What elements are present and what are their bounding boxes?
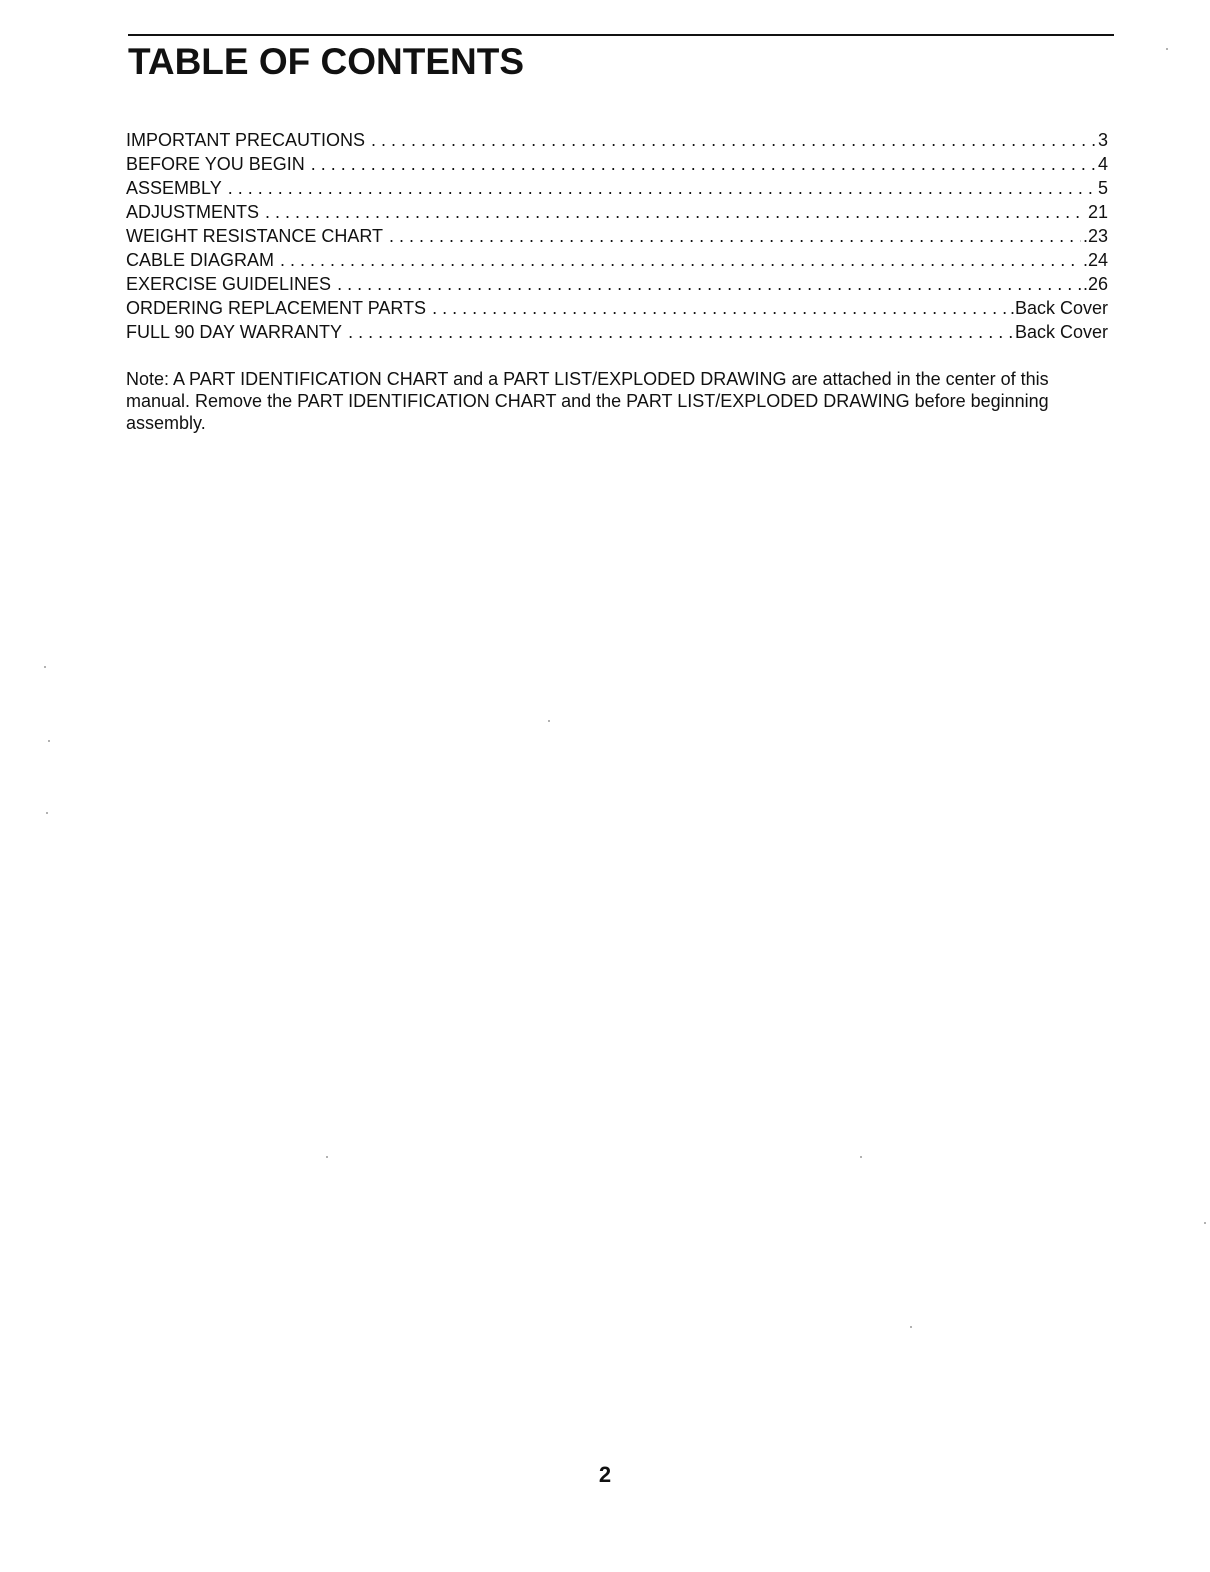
- toc-entry-label: ADJUSTMENTS: [126, 202, 260, 222]
- toc-entry-label: BEFORE YOU BEGIN: [126, 154, 305, 174]
- toc-entry-before-you-begin: [126, 152, 1108, 176]
- toc-entry-label: ASSEMBLY: [126, 178, 222, 198]
- toc-dot-leader: [337, 272, 1081, 296]
- toc-entry-adjustments: [126, 200, 1108, 224]
- toc-entry-exercise-guidelines: [126, 272, 1108, 296]
- scan-speck: [1166, 48, 1168, 50]
- page-number: 2: [598, 1462, 612, 1487]
- toc-dot-leader: [280, 248, 1081, 272]
- toc-entry-page: 4: [1097, 154, 1108, 174]
- toc-dot-leader: [432, 296, 1008, 320]
- scan-speck: [860, 1156, 862, 1158]
- toc-entry-label: IMPORTANT PRECAUTIONS: [126, 130, 366, 150]
- toc-dot-leader: [371, 128, 1096, 152]
- scan-speck: [1204, 1222, 1206, 1224]
- toc-entry-page: Back Cover: [1014, 322, 1108, 342]
- toc-entry-page: .24: [1082, 250, 1108, 270]
- toc-dot-leader: [311, 152, 1096, 176]
- scan-speck: [326, 1156, 328, 1158]
- scan-speck: [910, 1326, 912, 1328]
- page-title: TABLE OF CONTENTS: [128, 41, 525, 82]
- toc-dot-leader: [228, 176, 1096, 200]
- toc-entry-label: WEIGHT RESISTANCE CHART: [126, 226, 384, 246]
- toc-entry-label: CABLE DIAGRAM: [126, 250, 275, 270]
- scan-speck: [44, 666, 46, 668]
- toc-entry-page: .Back Cover: [1009, 298, 1108, 318]
- toc-entry-weight-resistance-chart: [126, 224, 1108, 248]
- scan-speck: [548, 720, 550, 722]
- assembly-note: Note: A PART IDENTIFICATION CHART and a PART LIST/EXPLODED DRAWING are attached in the center of this manual. Remove the PART IDENTIFICATION CHART and the PART LIST/EXPLODED DRAWING before beginning assembly.: [126, 369, 1049, 433]
- toc-entry-page: 5: [1097, 178, 1108, 198]
- toc-entry-page: 21: [1087, 202, 1108, 222]
- toc-entry-page: .26: [1082, 274, 1108, 294]
- scan-speck: [46, 812, 48, 814]
- toc-entry-cable-diagram: [126, 248, 1108, 272]
- toc-dot-leader: [265, 200, 1086, 224]
- toc-dot-leader: [348, 320, 1013, 344]
- toc-entry-label: FULL 90 DAY WARRANTY: [126, 322, 343, 342]
- scan-speck: [48, 740, 50, 742]
- toc-dot-leader: [389, 224, 1081, 248]
- toc-entry-ordering-replacement-parts: [126, 296, 1108, 320]
- toc-entry-assembly: [126, 176, 1108, 200]
- toc-entry-important-precautions: [126, 128, 1108, 152]
- toc-entry-label: ORDERING REPLACEMENT PARTS: [126, 298, 427, 318]
- title-rule: [128, 34, 1114, 36]
- toc-entry-page: 3: [1097, 130, 1108, 150]
- toc-entry-page: .23: [1082, 226, 1108, 246]
- toc-entry-full-90-day-warranty: [126, 320, 1108, 344]
- toc-entry-label: EXERCISE GUIDELINES: [126, 274, 332, 294]
- table-of-contents: [126, 128, 1108, 344]
